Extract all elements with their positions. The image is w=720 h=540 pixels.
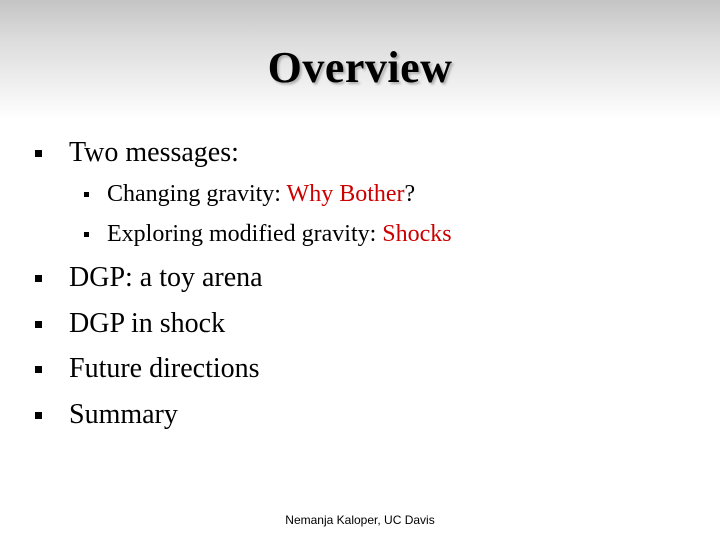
square-bullet-icon [35,275,42,282]
bullet-item-two-messages [35,136,239,170]
sub-bullet-suffix: ? [404,181,416,207]
bullet-text: Two messages: [69,137,239,168]
slide-footer: Nemanja Kaloper, UC Davis [285,513,435,527]
bullet-item-dgp-toy-arena [35,261,263,295]
bullet-item-dgp-in-shock [35,307,225,341]
bullet-item-summary [35,398,178,432]
sub-bullet-prefix: Changing gravity: [107,181,287,207]
bullet-text: DGP in shock [69,308,226,339]
bullet-text: Summary [69,399,178,430]
sub-bullet-item-changing-gravity [84,179,415,209]
square-bullet-icon [35,366,42,373]
sub-bullet-accent: Why Bother [286,181,405,207]
square-bullet-icon [35,412,42,419]
square-bullet-icon [84,232,89,237]
bullet-item-future-directions [35,352,260,386]
bullet-text: Future directions [69,353,260,384]
sub-bullet-text [107,179,415,209]
sub-bullet-item-exploring-modified-gravity [84,219,452,249]
square-bullet-icon [35,321,42,328]
sub-bullet-accent: Shocks [382,221,452,247]
sub-bullet-prefix: Exploring modified gravity: [107,221,383,247]
bullet-text: DGP: a toy arena [69,262,263,293]
square-bullet-icon [84,192,89,197]
square-bullet-icon [35,150,42,157]
slide-title: Overview [267,43,453,92]
sub-bullet-text [107,219,452,249]
